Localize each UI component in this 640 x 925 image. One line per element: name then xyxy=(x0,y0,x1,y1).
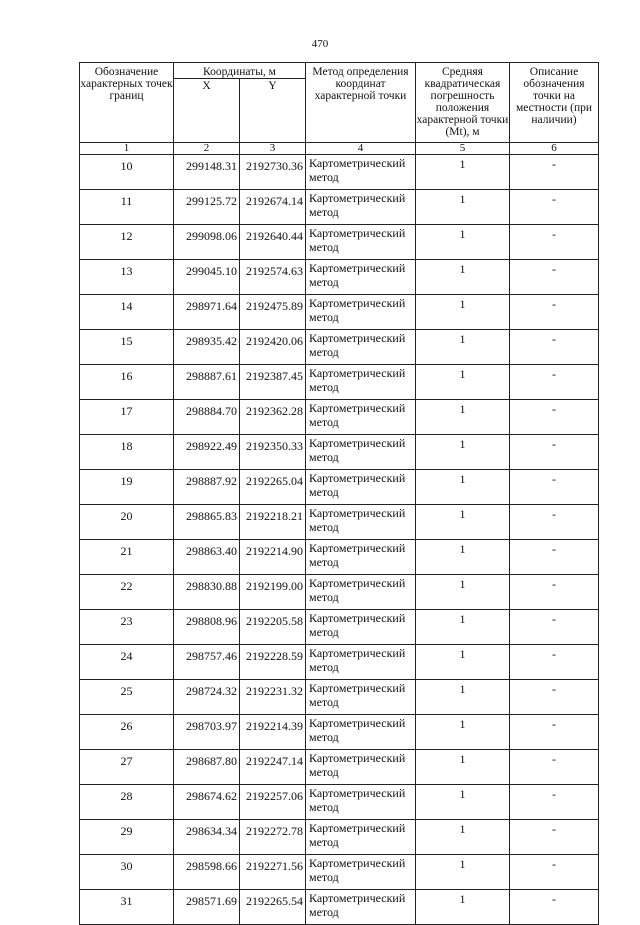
method-cell: Картометрический метод xyxy=(306,260,416,295)
x-coordinate-cell: 298935.42 xyxy=(174,330,240,365)
method-cell: Картометрический метод xyxy=(306,365,416,400)
description-cell: - xyxy=(510,890,599,925)
x-coordinate-cell: 298724.32 xyxy=(174,680,240,715)
description-cell: - xyxy=(510,505,599,540)
table-row xyxy=(80,750,599,785)
y-coordinate-cell: 2192272.78 xyxy=(240,820,306,855)
point-cell: 31 xyxy=(80,890,174,925)
description-cell: - xyxy=(510,190,599,225)
x-coordinate-cell: 298863.40 xyxy=(174,540,240,575)
method-cell: Картометрический метод xyxy=(306,820,416,855)
x-coordinate-cell: 299045.10 xyxy=(174,260,240,295)
error-cell: 1 xyxy=(416,680,510,715)
header-y: Y xyxy=(240,79,306,143)
point-cell: 16 xyxy=(80,365,174,400)
x-coordinate-cell: 298674.62 xyxy=(174,785,240,820)
description-cell: - xyxy=(510,155,599,190)
error-cell: 1 xyxy=(416,470,510,505)
y-coordinate-cell: 2192420.06 xyxy=(240,330,306,365)
column-number: 4 xyxy=(306,143,416,155)
error-cell: 1 xyxy=(416,225,510,260)
point-cell: 29 xyxy=(80,820,174,855)
x-coordinate-cell: 298687.80 xyxy=(174,750,240,785)
x-coordinate-cell: 298598.66 xyxy=(174,855,240,890)
point-cell: 10 xyxy=(80,155,174,190)
method-cell: Картометрический метод xyxy=(306,470,416,505)
table-row xyxy=(80,890,599,925)
x-coordinate-cell: 298887.61 xyxy=(174,365,240,400)
table-row xyxy=(80,820,599,855)
page-number: 470 xyxy=(311,38,329,50)
column-number: 6 xyxy=(510,143,599,155)
method-cell: Картометрический метод xyxy=(306,645,416,680)
description-cell: - xyxy=(510,855,599,890)
method-cell: Картометрический метод xyxy=(306,330,416,365)
method-cell: Картометрический метод xyxy=(306,225,416,260)
point-cell: 23 xyxy=(80,610,174,645)
column-number: 5 xyxy=(416,143,510,155)
y-coordinate-cell: 2192362.28 xyxy=(240,400,306,435)
point-cell: 20 xyxy=(80,505,174,540)
point-cell: 25 xyxy=(80,680,174,715)
y-coordinate-cell: 2192247.14 xyxy=(240,750,306,785)
error-cell: 1 xyxy=(416,505,510,540)
y-coordinate-cell: 2192640.44 xyxy=(240,225,306,260)
table-row xyxy=(80,505,599,540)
point-cell: 24 xyxy=(80,645,174,680)
method-cell: Картометрический метод xyxy=(306,575,416,610)
point-cell: 27 xyxy=(80,750,174,785)
error-cell: 1 xyxy=(416,610,510,645)
y-coordinate-cell: 2192475.89 xyxy=(240,295,306,330)
method-cell: Картометрический метод xyxy=(306,435,416,470)
error-cell: 1 xyxy=(416,750,510,785)
y-coordinate-cell: 2192257.06 xyxy=(240,785,306,820)
table-row xyxy=(80,785,599,820)
table-row xyxy=(80,715,599,750)
x-coordinate-cell: 298634.34 xyxy=(174,820,240,855)
table-row xyxy=(80,295,599,330)
point-cell: 11 xyxy=(80,190,174,225)
y-coordinate-cell: 2192205.58 xyxy=(240,610,306,645)
table-row xyxy=(80,610,599,645)
point-cell: 22 xyxy=(80,575,174,610)
description-cell: - xyxy=(510,715,599,750)
error-cell: 1 xyxy=(416,435,510,470)
method-cell: Картометрический метод xyxy=(306,295,416,330)
y-coordinate-cell: 2192674.14 xyxy=(240,190,306,225)
method-cell: Картометрический метод xyxy=(306,400,416,435)
error-cell: 1 xyxy=(416,190,510,225)
error-cell: 1 xyxy=(416,330,510,365)
x-coordinate-cell: 298865.83 xyxy=(174,505,240,540)
x-coordinate-cell: 298922.49 xyxy=(174,435,240,470)
point-cell: 26 xyxy=(80,715,174,750)
description-cell: - xyxy=(510,400,599,435)
table-row xyxy=(80,400,599,435)
description-cell: - xyxy=(510,820,599,855)
description-cell: - xyxy=(510,785,599,820)
x-coordinate-cell: 298884.70 xyxy=(174,400,240,435)
method-cell: Картометрический метод xyxy=(306,855,416,890)
description-cell: - xyxy=(510,330,599,365)
description-cell: - xyxy=(510,610,599,645)
column-number: 1 xyxy=(80,143,174,155)
error-cell: 1 xyxy=(416,890,510,925)
description-cell: - xyxy=(510,365,599,400)
point-cell: 21 xyxy=(80,540,174,575)
method-cell: Картометрический метод xyxy=(306,680,416,715)
method-cell: Картометрический метод xyxy=(306,155,416,190)
method-cell: Картометрический метод xyxy=(306,540,416,575)
y-coordinate-cell: 2192265.04 xyxy=(240,470,306,505)
y-coordinate-cell: 2192271.56 xyxy=(240,855,306,890)
table-row xyxy=(80,260,599,295)
x-coordinate-cell: 298830.88 xyxy=(174,575,240,610)
method-cell: Картометрический метод xyxy=(306,610,416,645)
error-cell: 1 xyxy=(416,365,510,400)
point-cell: 19 xyxy=(80,470,174,505)
error-cell: 1 xyxy=(416,855,510,890)
table-row xyxy=(80,365,599,400)
description-cell: - xyxy=(510,470,599,505)
x-coordinate-cell: 299148.31 xyxy=(174,155,240,190)
description-cell: - xyxy=(510,260,599,295)
point-cell: 13 xyxy=(80,260,174,295)
table-row xyxy=(80,190,599,225)
header-method: Метод определения координат характерной точки xyxy=(306,63,416,143)
table-body xyxy=(80,155,599,925)
table-header xyxy=(80,63,599,155)
method-cell: Картометрический метод xyxy=(306,890,416,925)
table-row xyxy=(80,155,599,190)
x-coordinate-cell: 299125.72 xyxy=(174,190,240,225)
description-cell: - xyxy=(510,645,599,680)
table-row xyxy=(80,855,599,890)
description-cell: - xyxy=(510,680,599,715)
description-cell: - xyxy=(510,540,599,575)
table-row xyxy=(80,575,599,610)
point-cell: 17 xyxy=(80,400,174,435)
y-coordinate-cell: 2192218.21 xyxy=(240,505,306,540)
y-coordinate-cell: 2192199.00 xyxy=(240,575,306,610)
x-coordinate-cell: 298971.64 xyxy=(174,295,240,330)
x-coordinate-cell: 298571.69 xyxy=(174,890,240,925)
y-coordinate-cell: 2192214.39 xyxy=(240,715,306,750)
description-cell: - xyxy=(510,575,599,610)
x-coordinate-cell: 298887.92 xyxy=(174,470,240,505)
column-number: 2 xyxy=(174,143,240,155)
error-cell: 1 xyxy=(416,295,510,330)
y-coordinate-cell: 2192228.59 xyxy=(240,645,306,680)
point-cell: 12 xyxy=(80,225,174,260)
point-cell: 30 xyxy=(80,855,174,890)
error-cell: 1 xyxy=(416,540,510,575)
method-cell: Картометрический метод xyxy=(306,505,416,540)
point-cell: 18 xyxy=(80,435,174,470)
method-cell: Картометрический метод xyxy=(306,785,416,820)
error-cell: 1 xyxy=(416,400,510,435)
description-cell: - xyxy=(510,225,599,260)
header-description: Описание обозначения точки на местности (при наличии) xyxy=(510,63,599,143)
point-cell: 14 xyxy=(80,295,174,330)
y-coordinate-cell: 2192214.90 xyxy=(240,540,306,575)
table-row xyxy=(80,540,599,575)
x-coordinate-cell: 299098.06 xyxy=(174,225,240,260)
error-cell: 1 xyxy=(416,575,510,610)
y-coordinate-cell: 2192730.36 xyxy=(240,155,306,190)
description-cell: - xyxy=(510,750,599,785)
method-cell: Картометрический метод xyxy=(306,715,416,750)
error-cell: 1 xyxy=(416,645,510,680)
x-coordinate-cell: 298808.96 xyxy=(174,610,240,645)
header-x: X xyxy=(174,79,240,143)
y-coordinate-cell: 2192387.45 xyxy=(240,365,306,400)
header-point: Обозначение характерных точек границ xyxy=(80,63,174,143)
description-cell: - xyxy=(510,295,599,330)
method-cell: Картометрический метод xyxy=(306,190,416,225)
header-error: Средняя квадратическая погрешность положения характерной точки (Mt), м xyxy=(416,63,510,143)
description-cell: - xyxy=(510,435,599,470)
error-cell: 1 xyxy=(416,715,510,750)
error-cell: 1 xyxy=(416,260,510,295)
table-row xyxy=(80,470,599,505)
column-numbers-row xyxy=(80,143,599,155)
error-cell: 1 xyxy=(416,785,510,820)
y-coordinate-cell: 2192574.63 xyxy=(240,260,306,295)
header-coordinates: Координаты, м xyxy=(174,63,306,79)
table-row xyxy=(80,225,599,260)
table-row xyxy=(80,645,599,680)
y-coordinate-cell: 2192350.33 xyxy=(240,435,306,470)
column-number: 3 xyxy=(240,143,306,155)
point-cell: 15 xyxy=(80,330,174,365)
table-row xyxy=(80,330,599,365)
table-row xyxy=(80,435,599,470)
y-coordinate-cell: 2192231.32 xyxy=(240,680,306,715)
y-coordinate-cell: 2192265.54 xyxy=(240,890,306,925)
x-coordinate-cell: 298703.97 xyxy=(174,715,240,750)
error-cell: 1 xyxy=(416,820,510,855)
error-cell: 1 xyxy=(416,155,510,190)
point-cell: 28 xyxy=(80,785,174,820)
x-coordinate-cell: 298757.46 xyxy=(174,645,240,680)
method-cell: Картометрический метод xyxy=(306,750,416,785)
coordinates-table xyxy=(79,62,599,925)
table-row xyxy=(80,680,599,715)
